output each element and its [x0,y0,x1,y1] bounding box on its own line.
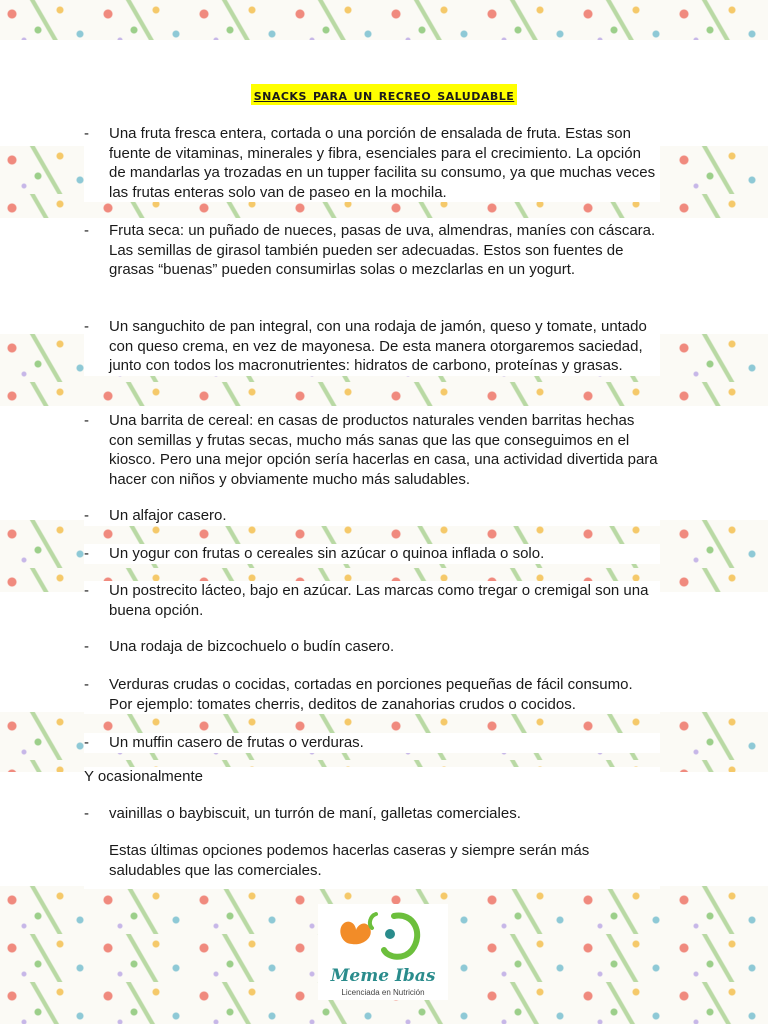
bullet-dash: - [84,805,89,822]
list-item [84,317,660,376]
bullet-dash: - [84,222,89,239]
bullet-dash: - [84,638,89,655]
list-item [84,506,660,526]
list-item [84,581,660,620]
closing-note: Estas últimas opciones podemos hacerlas caseras y siempre serán más saludables que las comerciales. [84,841,660,889]
item-text: Un alfajor casero. [109,507,227,524]
bullet-dash: - [84,507,89,524]
item-text: Una fruta fresca entera, cortada o una porción de ensalada de fruta. Estas son fuente de vitaminas, minerales y fibra, esenciales para el crecimiento. La opción de mandarlas ya trozadas en un tupper facilita su consumo, ya que muchas veces las frutas enteras solo van de paseo en la mochila. [109,125,656,201]
page-title: snacks para un recreo saludable [251,84,518,105]
item-text: vainillas o baybiscuit, un turrón de maní, galletas comerciales. [109,805,521,822]
item-text: Una barrita de cereal: en casas de productos naturales venden barritas hechas con semillas y frutas secas, mucho más sanas que las que conseguimos en el kiosco. Pero una mejor opción sería hacerlas en casa, una actividad divertida para hacer con niños y obviamente mucho más saludables. [109,412,658,488]
item-text: Un sanguchito de pan integral, con una rodaja de jamón, queso y tomate, untado con queso crema, en vez de mayonesa. De esta manera otorgaremos saciedad, junto con todos los macronutrientes: hidratos de carbono, proteínas y grasas. [109,318,647,374]
bullet-dash: - [84,318,89,335]
list-item [84,544,660,564]
list-item [84,411,660,489]
list-item [84,124,660,202]
logo-mark-icon [318,904,448,968]
bullet-dash: - [84,412,89,429]
occasional-heading: Y ocasionalmente [84,767,660,787]
list-item [84,221,660,280]
item-text: Fruta seca: un puñado de nueces, pasas de uva, almendras, maníes con cáscara. Las semillas de girasol también pueden ser adecuadas. Estos son fuentes de grasas “buenas” pueden consumirlas solas o mezclarlas en un yogurt. [109,222,656,278]
bullet-dash: - [84,545,89,562]
list-item [84,733,660,753]
logo-name: Meme Ibas [330,966,436,986]
list-item [84,675,660,714]
bullet-dash: - [84,582,89,599]
bullet-dash: - [84,734,89,751]
list-item [84,637,660,657]
item-text: Un postrecito lácteo, bajo en azúcar. Las marcas como tregar o cremigal son una buena opción. [109,582,649,619]
logo-subtitle: Licenciada en Nutrición [341,988,425,997]
item-text: Verduras crudas o cocidas, cortadas en porciones pequeñas de fácil consumo. Por ejemplo: tomates cherris, deditos de zanahorias crudos o cocidos. [109,676,633,713]
item-text: Un yogur con frutas o cereales sin azúcar o quinoa inflada o solo. [109,545,545,562]
list-item [84,804,660,824]
brand-logo [318,904,448,1000]
title-wrap [0,84,768,105]
bullet-dash: - [84,676,89,693]
item-text: Una rodaja de bizcochuelo o budín casero. [109,638,395,655]
bullet-dash: - [84,125,89,142]
item-text: Un muffin casero de frutas o verduras. [109,734,364,751]
